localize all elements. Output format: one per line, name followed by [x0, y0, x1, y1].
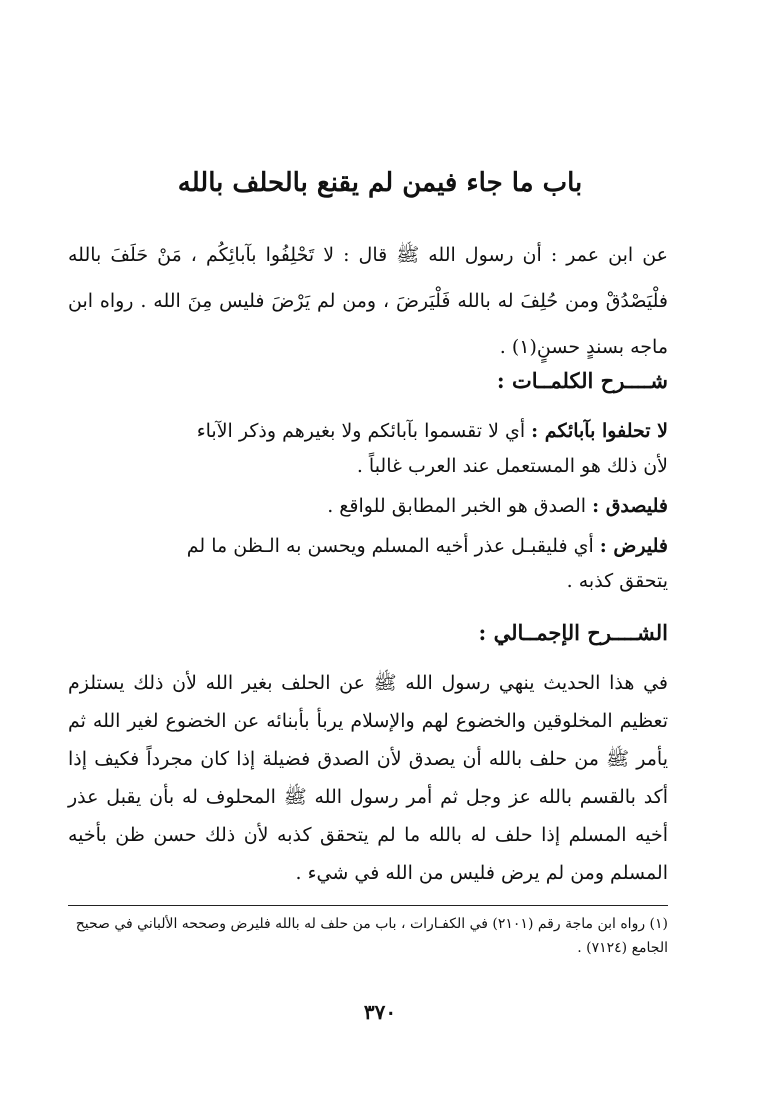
chapter-title: باب ما جاء فيمن لم يقنع بالحلف بالله	[177, 168, 583, 198]
vocab-term: فليرض :	[599, 535, 668, 557]
vocab-item	[68, 535, 668, 557]
summary-text: في هذا الحديث ينهي رسول الله ﷺ عن الحلف بغير الله لأن ذلك يستلزم تعظيم المخلوقين والخضوع لهم والإسلام يربأ بأبنائه عن الخضوع لغير الله ثم يأمر ﷺ من حلف بالله أن يصدق لأن الصدق فضيلة إذا كان مجرداً فكيف إذا أكد بالقسم بالله عز وجل ثم أمر رسول الله ﷺ المحلوف له بأن يقبل عذر أخيه المسلم إذا حلف له بالله ما لم يتحقق كذبه لأن ذلك حسن ظن بأخيه المسلم ومن لم يرض فليس من الله في شيء .	[68, 672, 668, 884]
vocab-item	[68, 420, 668, 442]
vocab-definition: أي فليقبـل عذر أخيه المسلم ويحسن به الـظن ما لم	[186, 535, 594, 557]
footnote: (١) رواه ابن ماجة رقم (٢١٠١) في الكفـارات ، باب من حلف له بالله فليرض وصححه الألباني في صحيح الجامع (٧١٢٤) .	[75, 916, 668, 956]
vocab-definition-continued: لأن ذلك هو المستعمل عند العرب غالباً .	[356, 455, 668, 477]
vocab-heading: شــــرح الكلمــات :	[496, 368, 668, 393]
vocab-definition: الصدق هو الخبر المطابق للواقع .	[327, 495, 587, 517]
vocab-term: لا تحلفوا بآبائكم :	[531, 420, 668, 442]
hadith-text: عن ابن عمر : أن رسول الله ﷺ قال : لا تَحْلِفُوا بآبائِكُم ، مَنْ حَلَفَ بالله فلْيَصْدُقْ ومن حُلِفَ له بالله فَلْيَرضَ ، ومن لم يَرْضَ فليس مِنَ الله . رواه ابن ماجه بسندٍ حسنٍ(١) .	[68, 244, 668, 358]
vocab-definition: أي لا تقسموا بآبائكم ولا بغيرهم وذكر الآباء	[196, 420, 526, 442]
vocab-item	[68, 495, 668, 517]
vocab-term: فليصدق :	[592, 495, 668, 517]
footnote-divider	[68, 905, 668, 906]
page-number: ٣٧٠	[363, 1000, 397, 1024]
vocab-definition-continued: يتحقق كذبه .	[566, 570, 668, 592]
summary-heading: الشــــرح الإجمــالي :	[478, 620, 668, 645]
